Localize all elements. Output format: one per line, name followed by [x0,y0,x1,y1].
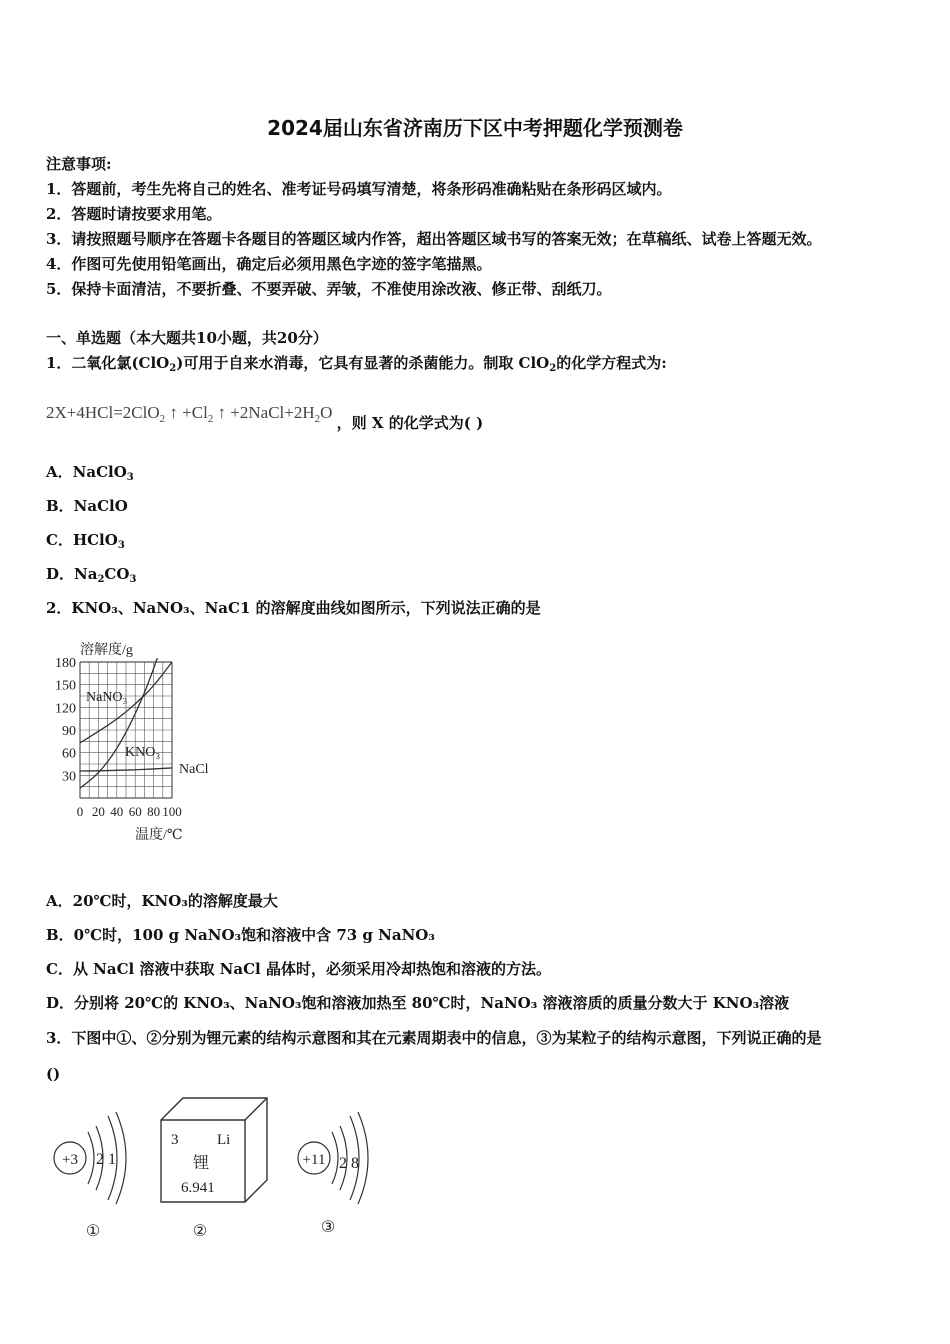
q1-option-a: A．NaClO$_3$ [46,463,134,483]
x-axis-label: 温度/℃ [135,828,183,843]
nucleus-charge: +3 [62,1152,78,1168]
electron-shell-arc [88,1132,94,1184]
notice-item-4: 4．作图可先使用铅笔画出，确定后必须用黑色字迹的签字笔描黑。 [46,255,492,273]
figure-caption-1: ① [85,1223,101,1240]
x-tick-label: 100 [162,804,182,819]
atomic-number: 3 [171,1132,179,1148]
y-tick-label: 90 [62,724,76,739]
q2-option-b: B．0℃时，100 g NaNO₃饱和溶液中含 73 g NaNO₃ [46,926,435,944]
element-name: 锂 [193,1155,210,1172]
q1-option-b: B．NaClO [46,497,128,515]
q1-equation: 2X+4HCl=2ClO$_2$ ↑ $+Cl_2$ ↑ $+2NaCl+2H_2O$ ，则 X 的化学式为( ) [46,403,484,432]
page-title: 2024届山东省济南历下区中考押题化学预测卷 [267,116,683,140]
figure-periodic-cell [155,1092,275,1248]
q3-stem: 3．下图中①、②分别为锂元素的结构示意图和其在元素周期表中的信息，③为某粒子的结构示意图，下列说正确的是 [46,1029,822,1047]
x-tick-label: 0 [76,804,84,819]
electron-counts: 2 8 [339,1155,359,1172]
q1-option-c: C．HClO$_3$ [46,531,125,551]
q1-option-d: D．$Na_2CO_3$ [46,565,137,585]
y-tick-label: 120 [55,701,76,717]
q2-option-a: A．20℃时，KNO₃的溶解度最大 [46,892,278,910]
y-axis-label: 溶解度/g [80,643,133,658]
y-tick-label: 60 [62,746,76,762]
series-label-nano3: NaNO₃ [86,690,128,705]
y-tick-label: 150 [55,678,76,694]
notice-heading: 注意事项: [46,155,112,173]
nucleus-charge: +11 [302,1152,326,1168]
element-symbol: Li [217,1132,231,1148]
q2-stem: 2．KNO₃、NaNO₃、NaC1 的溶解度曲线如图所示，下列说法正确的是 [46,599,541,617]
notice-item-2: 2．答题时请按要求用笔。 [46,205,222,223]
figure-lithium-atom [48,1108,138,1248]
q3-paren: () [46,1065,61,1083]
section-heading: 一、单选题（本大题共10小题，共20分） [46,329,328,347]
x-tick-label: 40 [110,804,124,819]
x-tick-label: 80 [147,804,161,819]
figure-caption-3: ③ [320,1219,336,1236]
x-tick-label: 60 [128,804,142,819]
y-tick-label: 30 [62,769,76,785]
q2-option-d: D．分别将 20℃的 KNO₃、NaNO₃饱和溶液加热至 80℃时，NaNO₃ 溶液溶质的质量分数大于 KNO₃溶液 [46,994,790,1012]
figure-caption-2: ② [192,1223,208,1240]
notice-item-1: 1．答题前，考生先将自己的姓名、准考证号码填写清楚，将条形码准确粘贴在条形码区域内。 [46,180,672,198]
figure-particle-structure [292,1108,382,1238]
series-label-nacl: NaCl [179,762,209,777]
x-tick-label: 20 [91,804,105,819]
electron-counts: 2 1 [96,1151,116,1168]
chemical-equation: 2X+4HCl=2ClO$_2$ ↑ $+Cl_2$ ↑ $+2NaCl+2H_2O$ [46,403,333,425]
notice-item-3: 3．请按照题号顺序在答题卡各题目的答题区域内作答，超出答题区域书写的答案无效；在草稿纸、试卷上答题无效。 [46,230,822,248]
electron-shell-arc [332,1132,338,1184]
atomic-mass: 6.941 [181,1180,215,1196]
y-tick-label: 180 [55,656,76,671]
q1-stem: 1．二氧化氯(ClO$_2$)可用于自来水消毒，它具有显著的杀菌能力。制取 ClO$_2$的化学方程式为: [46,354,667,374]
notice-item-5: 5．保持卡面清洁，不要折叠、不要弄破、弄皱，不准使用涂改液、修正带、刮纸刀。 [46,280,612,298]
series-label-kno3: KNO₃ [125,745,161,760]
solubility-chart [40,632,240,847]
q2-option-c: C．从 NaCl 溶液中获取 NaCl 晶体时，必须采用冷却热饱和溶液的方法。 [46,960,551,978]
